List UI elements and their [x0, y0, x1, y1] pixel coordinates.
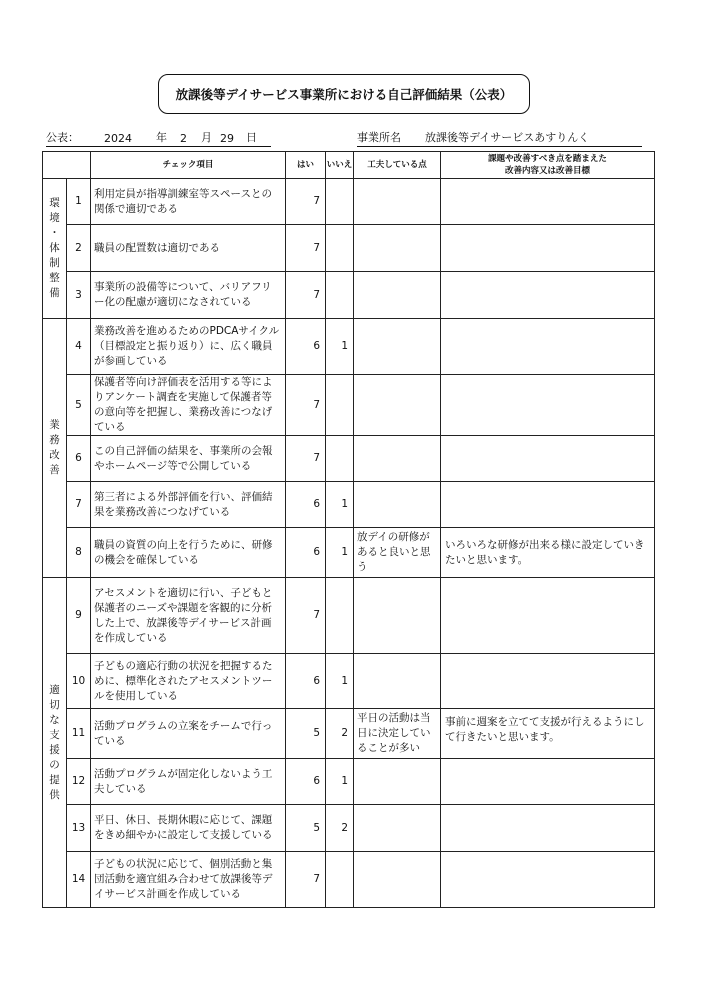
effort-note: 放デイの研修があると良いと思う — [354, 528, 441, 578]
effort-note — [354, 375, 441, 436]
category-char: 務 — [49, 434, 60, 446]
header-no: いいえ — [326, 152, 354, 179]
table-row — [43, 436, 655, 482]
table-header-row — [43, 152, 655, 179]
office-name: 放課後等デイサービスあすりんく — [425, 131, 590, 144]
publication-year: 2024 — [104, 132, 132, 145]
no-count: 2 — [326, 805, 354, 852]
office-info — [357, 129, 642, 147]
table-row — [43, 759, 655, 805]
yes-count: 7 — [286, 272, 326, 319]
improvement-plan — [441, 375, 655, 436]
effort-note — [354, 319, 441, 375]
check-item: 活動プログラムが固定化しないよう工夫している — [91, 759, 286, 805]
check-item: 子どもの状況に応じて、個別活動と集団活動を適宜組み合わせて放課後等デイサービス計画を作成している — [91, 852, 286, 908]
check-item: 活動プログラムの立案をチームで行っている — [91, 709, 286, 759]
row-number: 1 — [67, 179, 91, 225]
improvement-plan — [441, 654, 655, 709]
effort-note — [354, 482, 441, 528]
table-row — [43, 225, 655, 272]
effort-note — [354, 436, 441, 482]
row-number: 12 — [67, 759, 91, 805]
no-count — [326, 272, 354, 319]
publication-day-unit: 日 — [246, 131, 257, 144]
table-row — [43, 482, 655, 528]
category-char: 切 — [49, 698, 60, 711]
category-char: 支 — [49, 728, 60, 741]
yes-count: 6 — [286, 528, 326, 578]
improvement-plan — [441, 578, 655, 654]
row-number: 5 — [67, 375, 91, 436]
improvement-plan — [441, 179, 655, 225]
publication-year-unit: 年 — [156, 131, 167, 144]
no-count: 2 — [326, 709, 354, 759]
yes-count: 7 — [286, 436, 326, 482]
no-count: 1 — [326, 528, 354, 578]
category-support — [43, 578, 67, 908]
check-item: アセスメントを適切に行い、子どもと保護者のニーズや課題を客観的に分析した上で、放課後等デイサービス計画を作成している — [91, 578, 286, 654]
improvement-plan — [441, 759, 655, 805]
category-char: 適 — [49, 683, 60, 696]
improvement-plan — [441, 482, 655, 528]
table-row — [43, 709, 655, 759]
check-item: 子どもの適応行動の状況を把握するために、標準化されたアセスメントツールを使用している — [91, 654, 286, 709]
evaluation-table — [42, 151, 655, 908]
publication-date — [46, 129, 271, 147]
check-item: 職員の配置数は適切である — [91, 225, 286, 272]
table-row — [43, 654, 655, 709]
row-number: 11 — [67, 709, 91, 759]
no-count — [326, 436, 354, 482]
category-char: 備 — [49, 287, 60, 299]
improvement-plan — [441, 319, 655, 375]
improvement-plan — [441, 272, 655, 319]
row-number: 9 — [67, 578, 91, 654]
header-check-item: チェック項目 — [91, 152, 286, 179]
improvement-plan: 事前に週案を立てて支援が行えるようにして行きたいと思います。 — [441, 709, 655, 759]
yes-count: 7 — [286, 852, 326, 908]
check-item: この自己評価の結果を、事業所の会報やホームページ等で公開している — [91, 436, 286, 482]
category-char: の — [49, 758, 60, 771]
row-number: 13 — [67, 805, 91, 852]
no-count: 1 — [326, 654, 354, 709]
check-item: 第三者による外部評価を行い、評価結果を業務改善につなげている — [91, 482, 286, 528]
yes-count: 6 — [286, 482, 326, 528]
category-env — [43, 179, 67, 319]
table-row — [43, 375, 655, 436]
no-count — [326, 578, 354, 654]
row-number: 6 — [67, 436, 91, 482]
row-number: 10 — [67, 654, 91, 709]
publication-day: 29 — [220, 132, 234, 145]
check-item: 保護者等向け評価表を活用する等によりアンケート調査を実施して保護者等の意向等を把握し、業務改善につなげている — [91, 375, 286, 436]
table-row — [43, 578, 655, 654]
category-char: 援 — [49, 743, 60, 756]
publication-label: 公表： — [46, 131, 79, 144]
header-blank — [43, 152, 91, 179]
no-count: 1 — [326, 759, 354, 805]
table-row — [43, 272, 655, 319]
effort-note — [354, 759, 441, 805]
table-row — [43, 805, 655, 852]
table-row — [43, 179, 655, 225]
no-count — [326, 225, 354, 272]
category-char: な — [49, 713, 60, 726]
no-count: 1 — [326, 319, 354, 375]
row-number: 7 — [67, 482, 91, 528]
category-char: 善 — [49, 464, 60, 476]
header-effort: 工夫している点 — [354, 152, 441, 179]
effort-note — [354, 654, 441, 709]
effort-note — [354, 805, 441, 852]
yes-count: 6 — [286, 319, 326, 375]
yes-count: 6 — [286, 654, 326, 709]
category-char: 提 — [49, 773, 60, 786]
check-item: 業務改善を進めるためのPDCAサイクル（目標設定と振り返り）に、広く職員が参画している — [91, 319, 286, 375]
improvement-plan — [441, 225, 655, 272]
no-count — [326, 852, 354, 908]
effort-note — [354, 179, 441, 225]
no-count — [326, 179, 354, 225]
effort-note — [354, 852, 441, 908]
no-count: 1 — [326, 482, 354, 528]
row-number: 8 — [67, 528, 91, 578]
category-char: 制 — [49, 257, 60, 269]
category-char: 境 — [49, 212, 60, 224]
check-item: 職員の資質の向上を行うために、研修の機会を確保している — [91, 528, 286, 578]
improvement-plan — [441, 852, 655, 908]
header-plan — [441, 152, 655, 179]
yes-count: 7 — [286, 225, 326, 272]
check-item: 事業所の設備等について、バリアフリー化の配慮が適切になされている — [91, 272, 286, 319]
header-plan-line2: 改善内容又は改善目標 — [504, 166, 590, 176]
category-char: 環 — [49, 197, 60, 209]
publication-month-unit: 月 — [201, 131, 212, 144]
effort-note: 平日の活動は当日に決定していることが多い — [354, 709, 441, 759]
category-improve — [43, 319, 67, 578]
row-number: 2 — [67, 225, 91, 272]
table-row — [43, 852, 655, 908]
category-char: ・ — [49, 227, 60, 239]
header-yes: はい — [286, 152, 326, 179]
category-char: 改 — [49, 449, 60, 461]
category-char: 業 — [49, 419, 60, 431]
category-char: 整 — [49, 272, 60, 284]
row-number: 3 — [67, 272, 91, 319]
category-char: 供 — [49, 788, 60, 801]
yes-count: 6 — [286, 759, 326, 805]
office-label: 事業所名 — [357, 131, 401, 144]
row-number: 14 — [67, 852, 91, 908]
improvement-plan: いろいろな研修が出来る様に設定していきたいと思います。 — [441, 528, 655, 578]
effort-note — [354, 272, 441, 319]
header-plan-line1: 課題や改善すべき点を踏まえた — [488, 154, 607, 164]
document-title: 放課後等デイサービス事業所における自己評価結果（公表） — [158, 74, 530, 114]
yes-count: 5 — [286, 709, 326, 759]
yes-count: 5 — [286, 805, 326, 852]
row-number: 4 — [67, 319, 91, 375]
publication-month: 2 — [180, 132, 187, 145]
yes-count: 7 — [286, 578, 326, 654]
check-item: 平日、休日、長期休暇に応じて、課題をきめ細やかに設定して支援している — [91, 805, 286, 852]
effort-note — [354, 578, 441, 654]
check-item: 利用定員が指導訓練室等スペースとの関係で適切である — [91, 179, 286, 225]
yes-count: 7 — [286, 179, 326, 225]
no-count — [326, 375, 354, 436]
yes-count: 7 — [286, 375, 326, 436]
improvement-plan — [441, 436, 655, 482]
table-row — [43, 319, 655, 375]
improvement-plan — [441, 805, 655, 852]
effort-note — [354, 225, 441, 272]
table-row — [43, 528, 655, 578]
category-char: 体 — [49, 242, 60, 254]
